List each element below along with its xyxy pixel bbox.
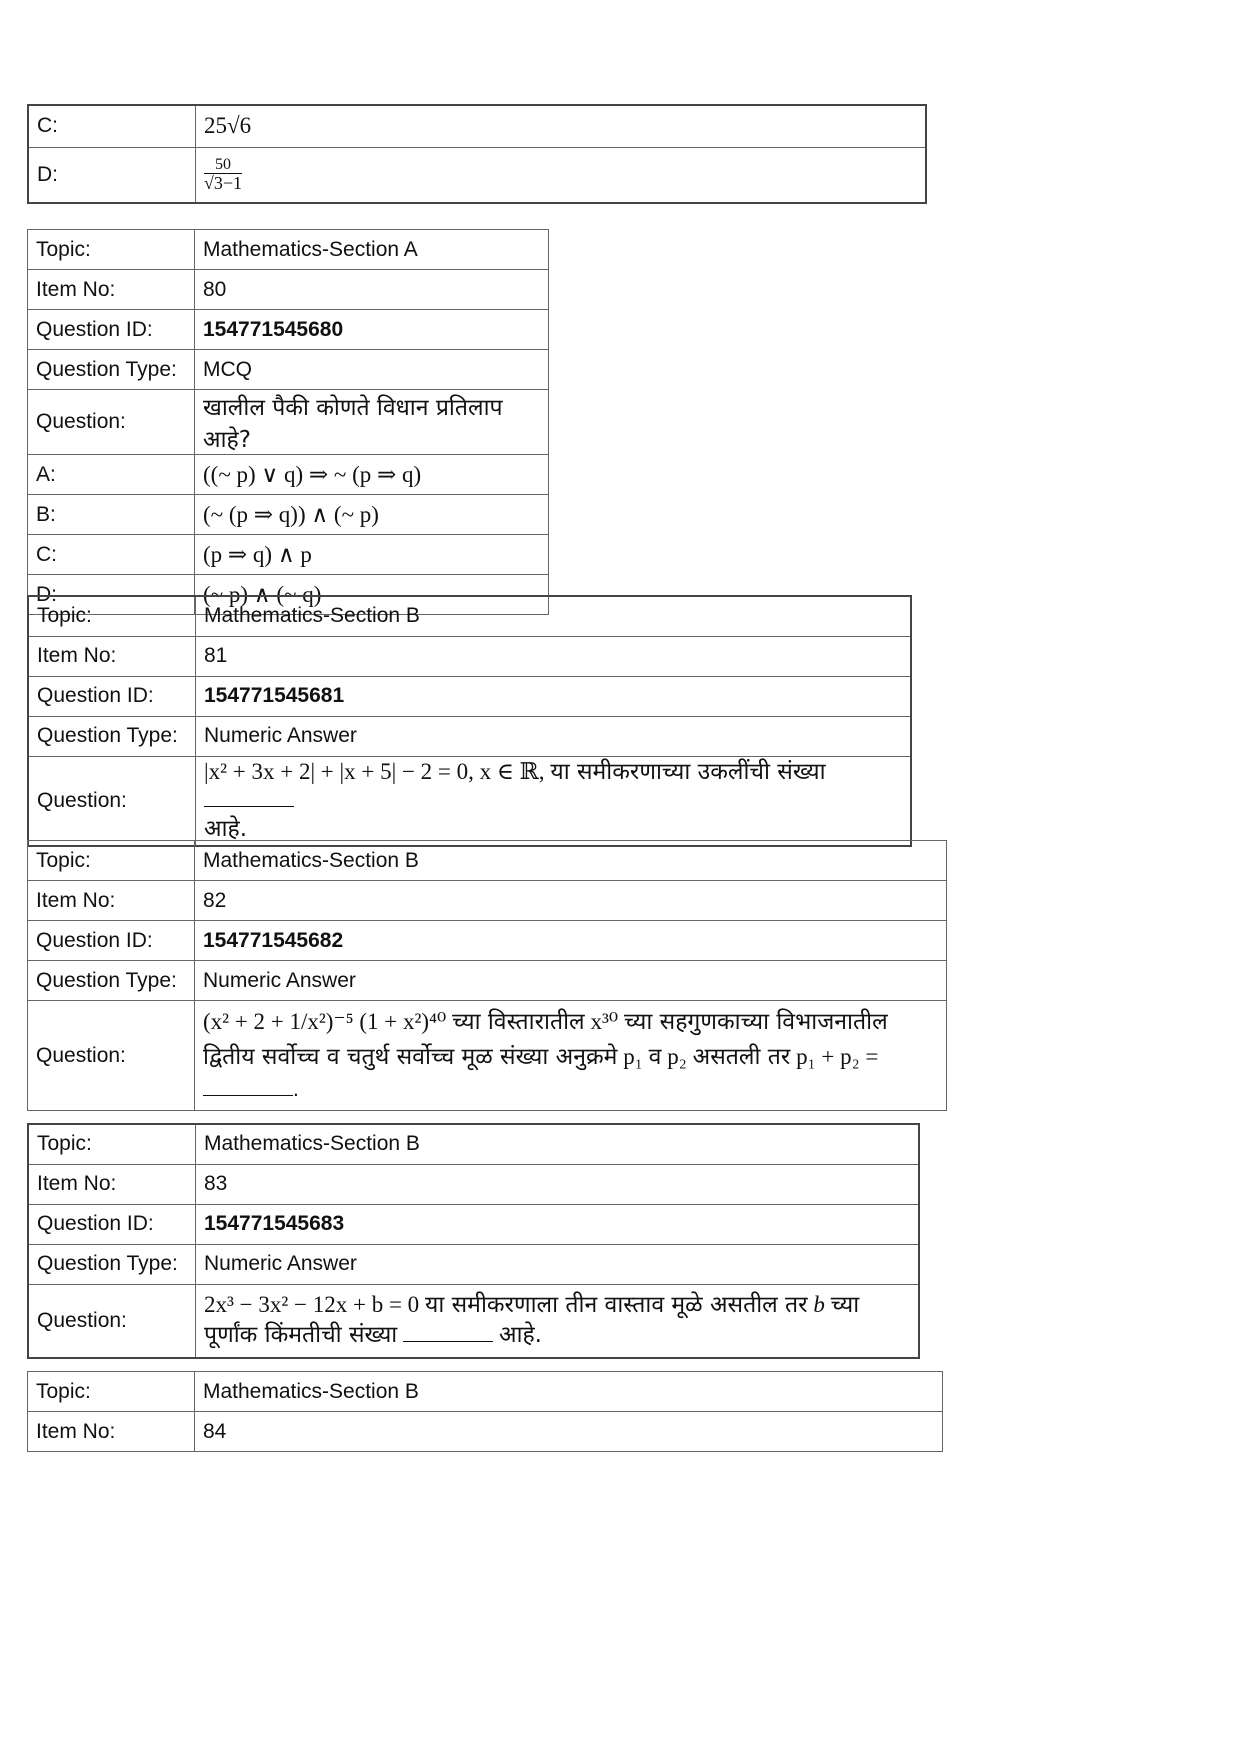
field-label: Topic: — [28, 1372, 195, 1412]
question-row — [28, 390, 549, 455]
question-type-row — [28, 1244, 919, 1284]
question-block-80 — [27, 229, 549, 615]
field-label: Topic: — [28, 230, 195, 270]
denominator: √3−1 — [204, 173, 243, 194]
option-label: D: — [28, 147, 196, 203]
question-text-tail: आहे. — [498, 1322, 542, 1349]
question-text-part: च्या सहगुणकाच्या विभाजनातील द्वितीय सर्वोच्च व चतुर्थ सर्वोच्च मूळ संख्या अनुक्रमे — [203, 1009, 888, 1070]
field-label: Question ID: — [28, 1204, 196, 1244]
field-label: Question ID: — [28, 310, 195, 350]
field-label: Question: — [28, 390, 195, 455]
item-no-row — [28, 636, 911, 676]
option-label: C: — [28, 535, 195, 575]
question-row — [28, 1284, 919, 1358]
question-type-value: Numeric Answer — [195, 961, 947, 1001]
question-text-tail: आहे. — [204, 815, 248, 842]
field-label: Topic: — [28, 596, 196, 636]
option-label: C: — [28, 105, 196, 147]
question-type-row — [28, 961, 947, 1001]
field-label: Item No: — [28, 881, 195, 921]
question-type-value: Numeric Answer — [196, 716, 912, 756]
topic-row — [28, 841, 947, 881]
question-text: खालील पैकी कोणते विधान प्रतिलाप आहे? — [195, 390, 549, 455]
item-no-value: 82 — [195, 881, 947, 921]
conjunction: व — [648, 1043, 662, 1070]
answer-blank — [403, 1323, 493, 1342]
field-label: Question Type: — [28, 961, 195, 1001]
field-label: Question Type: — [28, 716, 196, 756]
equation: |x² + 3x + 2| + |x + 5| − 2 = 0, x ∈ ℝ, — [204, 758, 545, 784]
question-text-part: च्या विस्तारातील — [452, 1009, 585, 1036]
topic-row — [28, 1124, 919, 1164]
option-row-b — [28, 495, 549, 535]
field-label: Item No: — [28, 636, 196, 676]
question-type-value: Numeric Answer — [196, 1244, 920, 1284]
question-id-row — [28, 921, 947, 961]
field-label: Question: — [28, 1284, 196, 1358]
option-row-c — [28, 535, 549, 575]
question-type-value: MCQ — [195, 350, 549, 390]
question-text-part: च्या पूर्णांक किंमतीची संख्या — [204, 1292, 860, 1349]
question-type-row — [28, 716, 911, 756]
question-id-value: 154771545681 — [196, 676, 912, 716]
option-label: A: — [28, 455, 195, 495]
answer-blank — [204, 788, 294, 807]
variable-b: b — [813, 1292, 825, 1318]
item-no-row — [28, 270, 549, 310]
question-text — [196, 756, 912, 846]
answer-blank — [203, 1077, 293, 1096]
option-row-a — [28, 455, 549, 495]
option-value: (~ p) ∧ (~ q) — [195, 575, 549, 615]
option-value — [196, 147, 927, 203]
question-text — [196, 1284, 920, 1358]
item-no-value: 83 — [196, 1164, 920, 1204]
expression: (x² + 2 + 1/x²)⁻⁵ (1 + x²)⁴⁰ — [203, 1009, 447, 1035]
field-label: Topic: — [28, 1124, 196, 1164]
sum-expression: p₁ + p₂ = — [796, 1043, 879, 1069]
fraction — [204, 157, 242, 192]
topic-value: Mathematics-Section B — [196, 596, 912, 636]
question-block-81 — [27, 595, 912, 847]
question-row — [28, 756, 911, 846]
field-label: Topic: — [28, 841, 195, 881]
option-row-c — [28, 105, 926, 147]
item-no-row — [28, 1164, 919, 1204]
topic-row — [28, 230, 549, 270]
question-text-part: या समीकरणाला तीन वास्ताव मूळे असतील तर — [425, 1292, 808, 1319]
topic-value: Mathematics-Section A — [195, 230, 549, 270]
item-no-row — [28, 1412, 943, 1452]
item-no-value: 81 — [196, 636, 912, 676]
question-id-value: 154771545682 — [195, 921, 947, 961]
field-label: Item No: — [28, 270, 195, 310]
question-text-part: असतली तर — [692, 1043, 791, 1070]
variable-p2: p₂ — [667, 1043, 687, 1069]
option-value: (p ⇒ q) ∧ p — [195, 535, 549, 575]
item-no-value: 80 — [195, 270, 549, 310]
question-id-value: 154771545683 — [196, 1204, 920, 1244]
field-label: Question: — [28, 756, 196, 846]
field-label: Item No: — [28, 1164, 196, 1204]
question-id-row — [28, 310, 549, 350]
option-value: (~ (p ⇒ q)) ∧ (~ p) — [195, 495, 549, 535]
option-label: B: — [28, 495, 195, 535]
numerator: 50 — [204, 157, 242, 174]
option-value: 25√6 — [196, 105, 927, 147]
field-label: Question Type: — [28, 1244, 196, 1284]
question-row — [28, 1001, 947, 1111]
question-block-83 — [27, 1123, 920, 1359]
question-id-row — [28, 676, 911, 716]
variable-p1: p₁ — [623, 1043, 643, 1069]
field-label: Question ID: — [28, 676, 196, 716]
topic-value: Mathematics-Section B — [195, 1372, 943, 1412]
question-id-value: 154771545680 — [195, 310, 549, 350]
question-text-part: या समीकरणाच्या उकलींची संख्या — [550, 758, 826, 785]
question-type-row — [28, 350, 549, 390]
option-row-d — [28, 147, 926, 203]
term: x³⁰ — [590, 1009, 619, 1035]
question-block-79-tail — [27, 104, 927, 204]
topic-row — [28, 596, 911, 636]
question-block-82 — [27, 840, 947, 1111]
equation: 2x³ − 3x² − 12x + b = 0 — [204, 1292, 420, 1318]
topic-value: Mathematics-Section B — [196, 1124, 920, 1164]
item-no-row — [28, 881, 947, 921]
question-block-84 — [27, 1371, 943, 1452]
item-no-value: 84 — [195, 1412, 943, 1452]
field-label: Question ID: — [28, 921, 195, 961]
topic-value: Mathematics-Section B — [195, 841, 947, 881]
question-text: (x² + 2 + 1/x²)⁻⁵ (1 + x²)⁴⁰ च्या विस्तारातील x³⁰ च्या सहगुणकाच्या विभाजनातील द्वितीय सर्वोच्च व चतुर्थ सर्वोच्च मूळ संख्या अनुक्रमे p₁ व p₂ असतली तर p₁ + p₂ = . — [195, 1001, 947, 1111]
option-value: ((~ p) ∨ q) ⇒ ~ (p ⇒ q) — [195, 455, 549, 495]
topic-row — [28, 1372, 943, 1412]
option-label: D: — [28, 575, 195, 615]
field-label: Question: — [28, 1001, 195, 1111]
question-id-row — [28, 1204, 919, 1244]
field-label: Item No: — [28, 1412, 195, 1452]
field-label: Question Type: — [28, 350, 195, 390]
